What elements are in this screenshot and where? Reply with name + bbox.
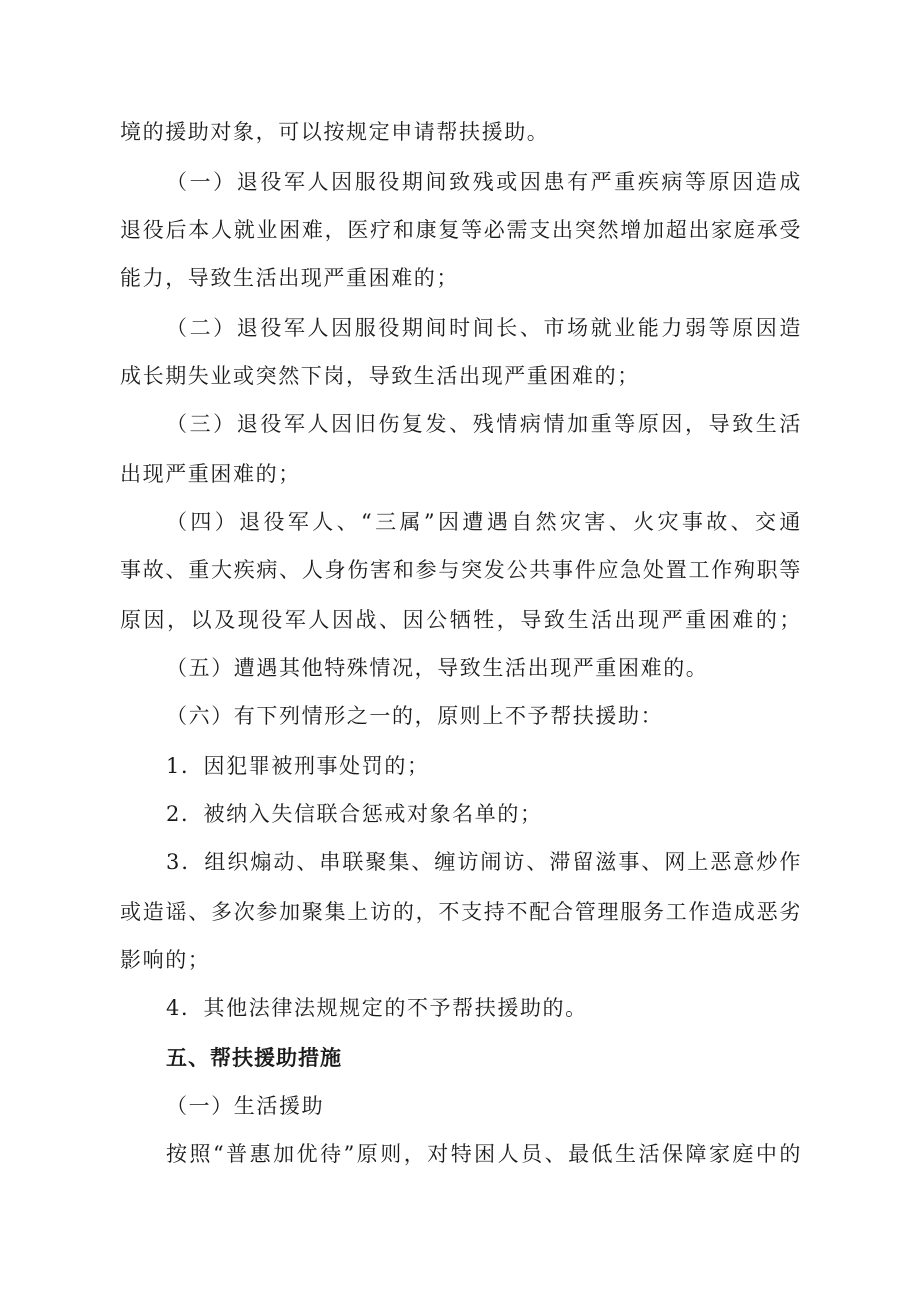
paragraph-line: 事故、重大疾病、人身伤害和参与突发公共事件应急处置工作殉职等 — [120, 558, 802, 582]
paragraph-line: （三）退役军人因旧伤复发、残情病情加重等原因，导致生活 — [166, 412, 802, 436]
paragraph-line: （六）有下列情形之一的，原则上不予帮扶援助： — [166, 704, 664, 728]
list-item: 1．因犯罪被刑事处罚的； — [166, 754, 430, 778]
paragraph-line: （二）退役军人因服役期间时间长、市场就业能力弱等原因造 — [166, 316, 802, 340]
list-item: 3．组织煽动、串联聚集、缠访闹访、滞留滋事、网上恶意炒作 — [166, 850, 802, 874]
subsection-heading: （一）生活援助 — [166, 1094, 325, 1118]
paragraph-line: （四）退役军人、“三属”因遭遇自然灾害、火灾事故、交通 — [166, 510, 802, 534]
list-item: 2．被纳入失信联合惩戒对象名单的； — [166, 802, 543, 826]
paragraph-line: 按照“普惠加优待”原则，对特困人员、最低生活保障家庭中的 — [166, 1142, 802, 1166]
paragraph-line: 出现严重困难的； — [120, 462, 301, 486]
paragraph-line: 或造谣、多次参加聚集上访的，不支持不配合管理服务工作造成恶劣 — [120, 900, 802, 924]
paragraph-line: 原因，以及现役军人因战、因公牺牲，导致生活出现严重困难的； — [120, 608, 802, 632]
paragraph-line: （一）退役军人因服役期间致残或因患有严重疾病等原因造成 — [166, 170, 802, 194]
paragraph-line: 能力，导致生活出现严重困难的； — [120, 266, 459, 290]
paragraph-line: 退役后本人就业困难，医疗和康复等必需支出突然增加超出家庭承受 — [120, 218, 802, 242]
paragraph-line: （五）遭遇其他特殊情况，导致生活出现严重困难的。 — [166, 656, 709, 680]
section-heading: 五、帮扶援助措施 — [166, 1046, 342, 1070]
paragraph-line: 成长期失业或突然下岗，导致生活出现严重困难的； — [120, 364, 640, 388]
list-item: 4．其他法律法规规定的不予帮扶援助的。 — [166, 996, 588, 1020]
paragraph-line: 境的援助对象，可以按规定申请帮扶援助。 — [120, 120, 550, 144]
paragraph-line: 影响的； — [120, 948, 211, 972]
